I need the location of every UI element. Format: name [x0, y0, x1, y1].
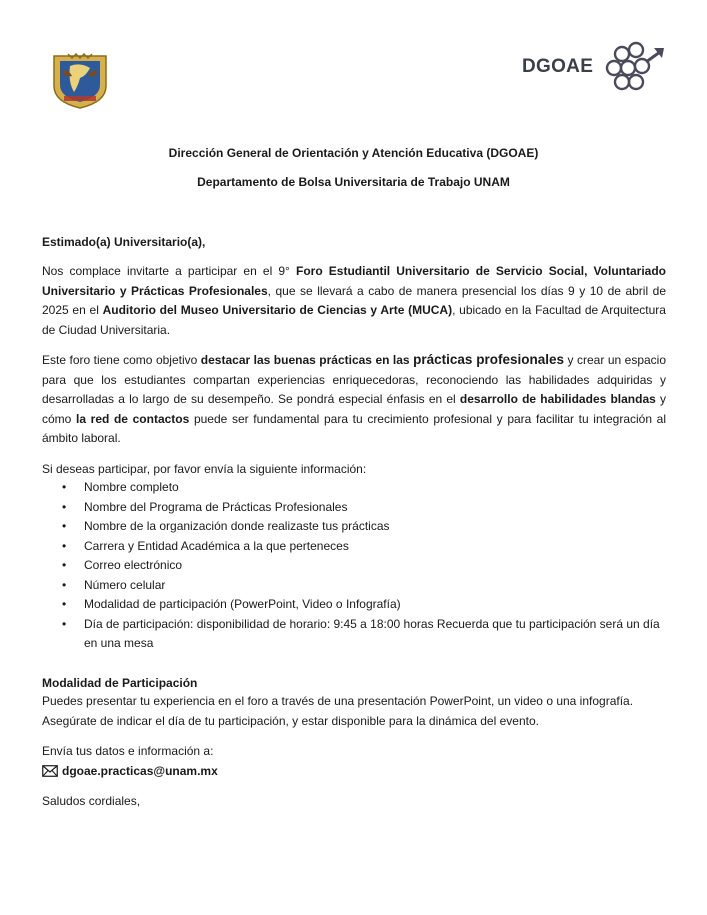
email-row: [42, 762, 666, 784]
list-item: • Número celular: [42, 576, 666, 596]
list-item: • Correo electrónico: [42, 556, 666, 576]
list-item: • Nombre completo: [42, 478, 666, 498]
header-line-1: Dirección General de Orientación y Atención Educativa (DGOAE): [168, 146, 539, 160]
unam-crest-logo: [50, 52, 110, 110]
list-item: • Nombre de la organización donde realizaste tus prácticas: [42, 517, 666, 537]
dgoae-knot-icon: [602, 40, 666, 94]
dgoae-logo: [522, 38, 668, 92]
dgoae-brand-text: DGOAE: [522, 56, 594, 77]
greeting: Estimado(a) Universitario(a),: [42, 235, 206, 249]
closing: Saludos cordiales,: [42, 794, 141, 808]
modalidad-text: Puedes presentar tu experiencia en el foro a través de una presentación PowerPoint, un video o una infografía. Asegúrate de indicar el día de tu participación, y estar disponible para la dinámica del evento.: [42, 694, 634, 728]
email-link[interactable]: dgoae.practicas@unam.mx: [62, 764, 218, 778]
list-item: • Carrera y Entidad Académica a la que perteneces: [42, 537, 666, 557]
paragraph-invitation: Nos complace invitarte a participar en el 9° Foro Estudiantil Universitario de Servicio Social, Voluntariado Universitario y Prácticas Profesionales, que se llevará a cabo de manera presencial los días 9 y 10 de abril de 2025 en el Auditorio del Museo Universitario de Ciencias y Arte (MUCA), ubicado en la Facultad de Arquitectura de Ciudad Universitaria.: [42, 264, 667, 337]
list-item: • Día de participación: disponibilidad de horario: 9:45 a 18:00 horas Recuerda que tu participación será un día en una mesa: [42, 615, 666, 654]
send-label: Envía tus datos e información a:: [42, 744, 214, 758]
paragraph-request-info: Si deseas participar, por favor envía la siguiente información:: [42, 462, 367, 476]
list-item: • Nombre del Programa de Prácticas Profesionales: [42, 498, 666, 518]
paragraph-objective: Este foro tiene como objetivo destacar las buenas prácticas en las prácticas profesionales y crear un espacio para que los estudiantes compartan experiencias enriquecedoras, reconociendo las habilidades adquiridas y desarrolladas a lo largo de su desempeño. Se pondrá especial énfasis en el desarrollo de habilidades blandas y cómo la red de contactos puede ser fundamental para tu crecimiento profesional y para facilitar tu integración al ámbito laboral.: [42, 352, 667, 445]
header-line-2: Departamento de Bolsa Universitaria de Trabajo UNAM: [197, 175, 510, 189]
envelope-icon: [42, 764, 58, 784]
modalidad-title: Modalidad de Participación: [42, 676, 198, 690]
list-item: • Modalidad de participación (PowerPoint, Video o Infografía): [42, 595, 666, 615]
required-info-list: [42, 478, 666, 654]
